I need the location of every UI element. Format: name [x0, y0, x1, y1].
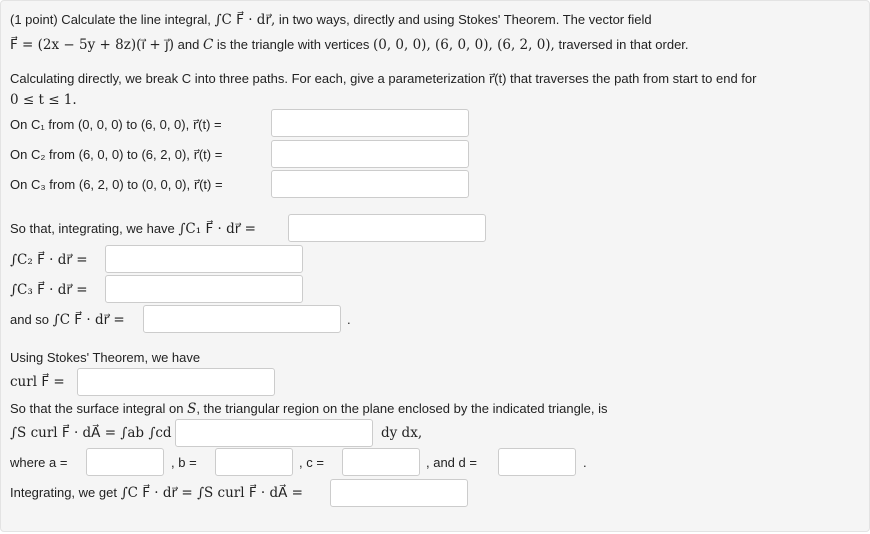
c-input[interactable]: [342, 448, 420, 476]
triangle-text: is the triangle with vertices: [213, 37, 373, 52]
d-input[interactable]: [498, 448, 576, 476]
surface-line: [10, 400, 608, 418]
c1-integral-input[interactable]: [288, 214, 486, 242]
curve-name: C: [202, 37, 214, 53]
final-integral: ∫C F⃗ · dr⃗ = ∫S curl F⃗ · dA⃗ =: [120, 485, 303, 501]
surface-integral: ∫S curl F⃗ · dA⃗ = ∫ab ∫cd: [10, 425, 172, 441]
stokes-intro: Using Stokes' Theorem, we have: [10, 350, 201, 365]
total-integral: ∫C F⃗ · dr⃗ =: [52, 312, 125, 328]
and-so-text: and so: [10, 312, 53, 327]
field-and: and: [174, 37, 203, 52]
path-c2-input[interactable]: [271, 140, 469, 168]
d-label: , and d =: [426, 455, 477, 470]
path-c1-label: On C₁ from (0, 0, 0) to (6, 0, 0), r⃗(t) =: [10, 117, 222, 132]
curl-input[interactable]: [77, 368, 275, 396]
order-text: traversed in that order.: [554, 37, 689, 52]
final-text: Integrating, we get: [10, 485, 121, 500]
where-a-label: where a =: [10, 455, 68, 470]
vertices: (0, 0, 0), (6, 0, 0), (6, 2, 0),: [372, 37, 555, 53]
c2-integral-input[interactable]: [105, 245, 303, 273]
intro-prefix: (1 point) Calculate the line integral,: [10, 12, 215, 27]
total-period: .: [347, 312, 351, 327]
integrand-input[interactable]: [175, 419, 373, 447]
t-range: 0 ≤ t ≤ 1.: [10, 92, 77, 108]
c-label: , c =: [299, 455, 324, 470]
path-c3-label: On C₃ from (6, 2, 0) to (0, 0, 0), r⃗(t) =: [10, 177, 223, 192]
path-c3-input[interactable]: [271, 170, 469, 198]
surface-prefix: So that the surface integral on: [10, 401, 188, 416]
c3-integral: ∫C₃ F⃗ · dr⃗ =: [10, 282, 88, 298]
vector-field: F⃗ = (2x − 5y + 8z)(i⃗ + j⃗): [10, 37, 175, 53]
path-c2-label: On C₂ from (6, 0, 0) to (6, 2, 0), r⃗(t) =: [10, 147, 223, 162]
c1-integral: ∫C₁ F⃗ · dr⃗ =: [178, 221, 256, 237]
intro-suffix: in two ways, directly and using Stokes' Theorem. The vector field: [275, 12, 652, 27]
c3-integral-input[interactable]: [105, 275, 303, 303]
a-input[interactable]: [86, 448, 164, 476]
c1-integral-line: [10, 220, 256, 238]
intro-line: [10, 11, 652, 29]
total-integral-line: [10, 311, 125, 329]
so-that-text: So that, integrating, we have: [10, 221, 179, 236]
b-label: , b =: [171, 455, 197, 470]
surface-var: S: [187, 401, 197, 417]
total-integral-input[interactable]: [143, 305, 341, 333]
final-line: [10, 484, 303, 502]
c2-integral: ∫C₂ F⃗ · dr⃗ =: [10, 252, 88, 268]
field-line: [10, 36, 689, 54]
abcd-period: .: [583, 455, 587, 470]
curl-label: curl F⃗ =: [10, 374, 65, 390]
direct-intro: Calculating directly, we break C into three paths. For each, give a parameterization r⃗(t) that traverses the path from start to end for: [10, 71, 757, 86]
b-input[interactable]: [215, 448, 293, 476]
surface-suffix: , the triangular region on the plane enclosed by the indicated triangle, is: [196, 401, 608, 416]
intro-integral: ∫C F⃗ · dr⃗,: [214, 12, 276, 28]
dydx-label: dy dx,: [381, 425, 423, 441]
path-c1-input[interactable]: [271, 109, 469, 137]
final-integral-input[interactable]: [330, 479, 468, 507]
